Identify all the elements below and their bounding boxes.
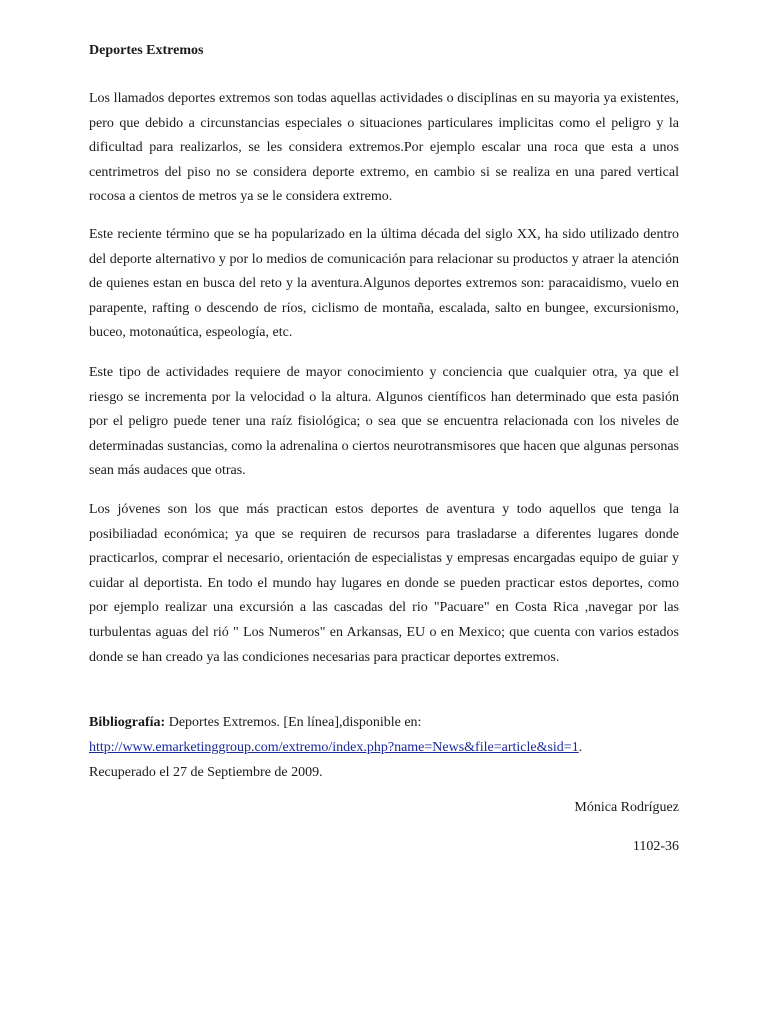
- bibliography-link-period: .: [578, 740, 583, 755]
- bibliography-link[interactable]: http://www.emarketinggroup.com/extremo/index.php?name=News&file=article&sid=1: [89, 740, 579, 755]
- bibliography: [89, 710, 679, 785]
- paragraph-4: Los jóvenes son los que más practican estos deportes de aventura y todo aquellos que tenga la posibiliadad económica; ya que se requiren de recursos para trasladarse a diferentes lugares donde practicarlos, comprar el necesario, orientación de especialistas y empresas encargadas equipo de guiar y cuidar al deportista. En todo el mundo hay lugares en donde se pueden practicar estos deportes, como por ejemplo realizar una excursión a las cascadas del rio "Pacuare" en Costa Rica ,navegar por las turbulentas aguas del rió " Los Numeros" en Arkansas, EU o en Mexico; que cuenta con varios estados donde se han creado ya las condiciones necesarias para practicar deportes extremos.: [89, 502, 679, 665]
- paragraph-1: Los llamados deportes extremos son todas aquellas actividades o disciplinas en su mayoria ya existentes, pero que debido a circunstancias especiales o situaciones particulares implicitas como el peligro y la dificultad para realizarlos, se les considera extremos.Por ejemplo escalar una roca que esta a unos centrimetros del piso no se considera deporte extremo, en cambio si se realiza en una pared vertical rocosa a cientos de metros ya se le considera extremo.: [89, 91, 679, 205]
- bibliography-text: Deportes Extremos. [En línea],disponible en:: [165, 715, 422, 730]
- bibliography-retrieved: Recuperado el 27 de Septiembre de 2009.: [89, 765, 323, 780]
- document-code: 1102-36: [632, 839, 679, 854]
- paragraph-3: Este tipo de actividades requiere de mayor conocimiento y conciencia que cualquier otra, ya que el riesgo se incrementa por la velocidad o la altura. Algunos científicos han determinado que esta pasión por el peligro puede tener una raíz fisiológica; o sea que se encuentra relacionada con los niveles de determinadas sustancias, como la adrenalina o ciertos neurotransmisores que hacen que algunas personas sean más audaces que otras.: [89, 365, 679, 479]
- author-name: Mónica Rodríguez: [574, 800, 679, 815]
- bibliography-label: Bibliografía:: [89, 715, 166, 730]
- paragraph-2: Este reciente término que se ha popularizado en la última década del siglo XX, ha sido utilizado dentro del deporte alternativo y por lo medios de comunicación para relacionar su productos y atraer la atención de quienes estan en busca del reto y la aventura.Algunos deportes extremos son: paracaidismo, vuelo en parapente, rafting o descendo de ríos, ciclismo de montaña, escalada, salto en bungee, excursionismo, buceo, motonaútica, espeología, etc.: [89, 227, 679, 341]
- document-title: Deportes Extremos: [89, 43, 204, 58]
